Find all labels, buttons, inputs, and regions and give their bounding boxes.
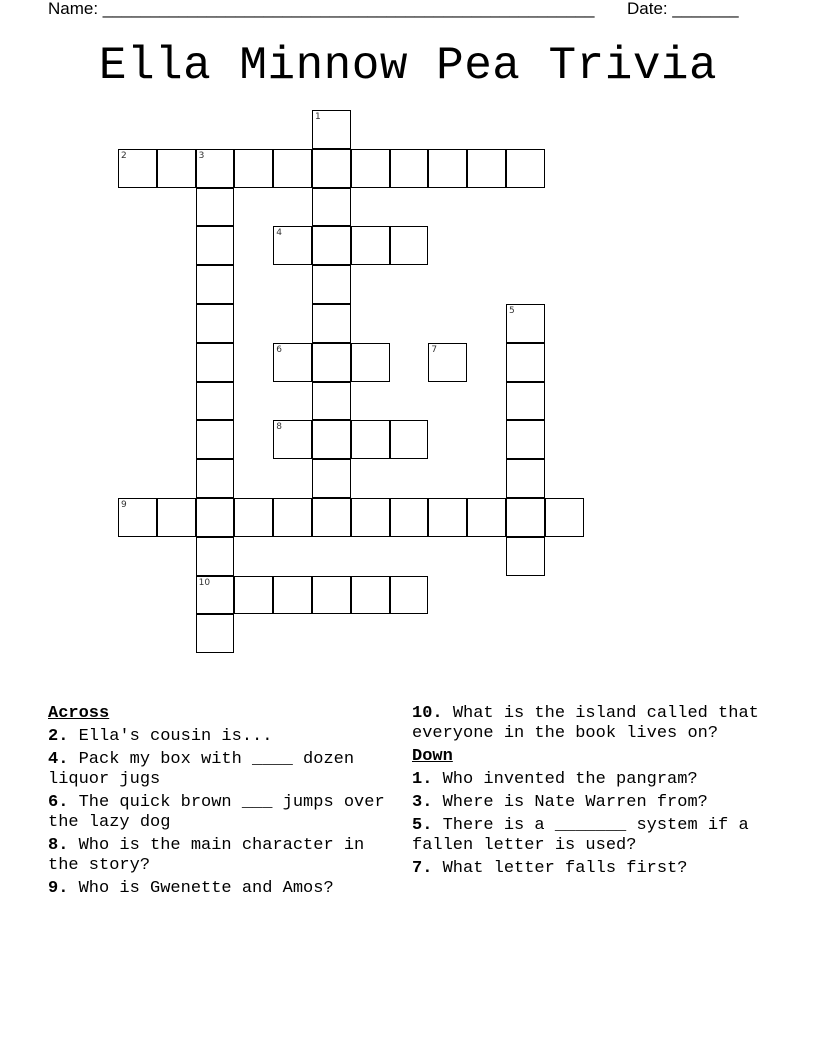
name-field[interactable]: Name: ____________________________________________________: [48, 0, 595, 18]
page-title: Ella Minnow Pea Trivia: [98, 40, 718, 92]
grid-cell[interactable]: [196, 382, 235, 421]
clue-across-8: 8. Who is the main character in the story?: [48, 836, 365, 875]
grid-cell[interactable]: [428, 498, 467, 537]
grid-cell[interactable]: [506, 343, 545, 382]
grid-cell[interactable]: [312, 110, 351, 149]
grid-cell[interactable]: [312, 420, 351, 459]
down-heading: Down: [412, 747, 453, 766]
grid-cell[interactable]: [273, 420, 312, 459]
clue-across-2: 2. Ella's cousin is...: [48, 727, 273, 746]
grid-cell[interactable]: [390, 149, 429, 188]
clue-across-4: 4. Pack my box with ____ dozen liquor jugs: [48, 750, 355, 789]
clue-across-10: 10. What is the island called that everyone in the book lives on?: [412, 704, 759, 743]
grid-cell[interactable]: [351, 149, 390, 188]
grid-cell[interactable]: [196, 459, 235, 498]
grid-cell[interactable]: [428, 149, 467, 188]
grid-cell[interactable]: [196, 420, 235, 459]
grid-cell[interactable]: [351, 343, 390, 382]
grid-cell[interactable]: [312, 265, 351, 304]
clue-down-1: 1. Who invented the pangram?: [412, 770, 698, 789]
clue-number: 1: [315, 112, 321, 122]
date-field[interactable]: Date: _______: [627, 0, 739, 18]
clue-number: 6: [276, 344, 282, 355]
clue-number: 9: [121, 500, 127, 510]
clue-number: 8: [276, 422, 282, 433]
grid-cell[interactable]: [351, 226, 390, 265]
grid-cell[interactable]: [506, 149, 545, 188]
grid-cell[interactable]: [273, 226, 312, 265]
clue-number: 5: [509, 306, 515, 316]
grid-cell[interactable]: [118, 498, 157, 537]
clue-down-3: 3. Where is Nate Warren from?: [412, 793, 708, 812]
grid-cell[interactable]: [118, 149, 157, 188]
grid-cell[interactable]: [157, 149, 196, 188]
clue-across-9: 9. Who is Gwenette and Amos?: [48, 879, 334, 898]
grid-cell[interactable]: [506, 382, 545, 421]
grid-cell[interactable]: [196, 537, 235, 576]
grid-cell[interactable]: [312, 498, 351, 537]
grid-cell[interactable]: [273, 149, 312, 188]
grid-cell[interactable]: [196, 188, 235, 227]
grid-cell[interactable]: [196, 614, 235, 653]
grid-cell[interactable]: [467, 498, 506, 537]
grid-cell[interactable]: [196, 498, 235, 537]
grid-cell[interactable]: [312, 382, 351, 421]
grid-cell[interactable]: [390, 576, 429, 615]
grid-cell[interactable]: [312, 226, 351, 265]
grid-cell[interactable]: [312, 576, 351, 615]
grid-cell[interactable]: [273, 498, 312, 537]
clues-right-column: [412, 704, 782, 882]
clue-across-6: 6. The quick brown ___ jumps over the lazy dog: [48, 793, 385, 832]
grid-cell[interactable]: [506, 537, 545, 576]
grid-cell[interactable]: [196, 149, 235, 188]
grid-cell[interactable]: [312, 459, 351, 498]
across-heading: Across: [48, 704, 110, 723]
grid-cell[interactable]: [467, 149, 506, 188]
clue-number: 2: [121, 150, 127, 161]
grid-cell[interactable]: [312, 188, 351, 227]
grid-cell[interactable]: [351, 576, 390, 615]
grid-cell[interactable]: [312, 343, 351, 382]
clue-number: 10: [198, 577, 211, 588]
grid-cell[interactable]: [390, 226, 429, 265]
clue-number: 7: [431, 344, 438, 355]
grid-cell[interactable]: [196, 226, 235, 265]
grid-cell[interactable]: [428, 343, 467, 382]
grid-cell[interactable]: [196, 576, 235, 615]
grid-cell[interactable]: [157, 498, 196, 537]
clue-down-7: 7. What letter falls first?: [412, 859, 688, 878]
grid-cell[interactable]: [351, 498, 390, 537]
grid-cell[interactable]: [196, 265, 235, 304]
clue-down-5: 5. There is a _______ system if a fallen letter is used?: [412, 816, 749, 855]
grid-cell[interactable]: [506, 304, 545, 343]
grid-cell[interactable]: [312, 149, 351, 188]
grid-cell[interactable]: [390, 498, 429, 537]
grid-cell[interactable]: [351, 420, 390, 459]
grid-cell[interactable]: [506, 420, 545, 459]
worksheet-header: [48, 0, 739, 18]
grid-cell[interactable]: [506, 459, 545, 498]
grid-cell[interactable]: [312, 304, 351, 343]
grid-cell[interactable]: [234, 149, 273, 188]
grid-cell[interactable]: [506, 498, 545, 537]
clue-number: 4: [276, 228, 282, 239]
clue-number: 3: [198, 150, 205, 161]
clues-left-column: [48, 704, 398, 902]
grid-cell[interactable]: [273, 343, 312, 382]
grid-cell[interactable]: [545, 498, 584, 537]
grid-cell[interactable]: [196, 343, 235, 382]
grid-cell[interactable]: [234, 576, 273, 615]
grid-cell[interactable]: [273, 576, 312, 615]
grid-cell[interactable]: [196, 304, 235, 343]
grid-cell[interactable]: [234, 498, 273, 537]
grid-cell[interactable]: [390, 420, 429, 459]
